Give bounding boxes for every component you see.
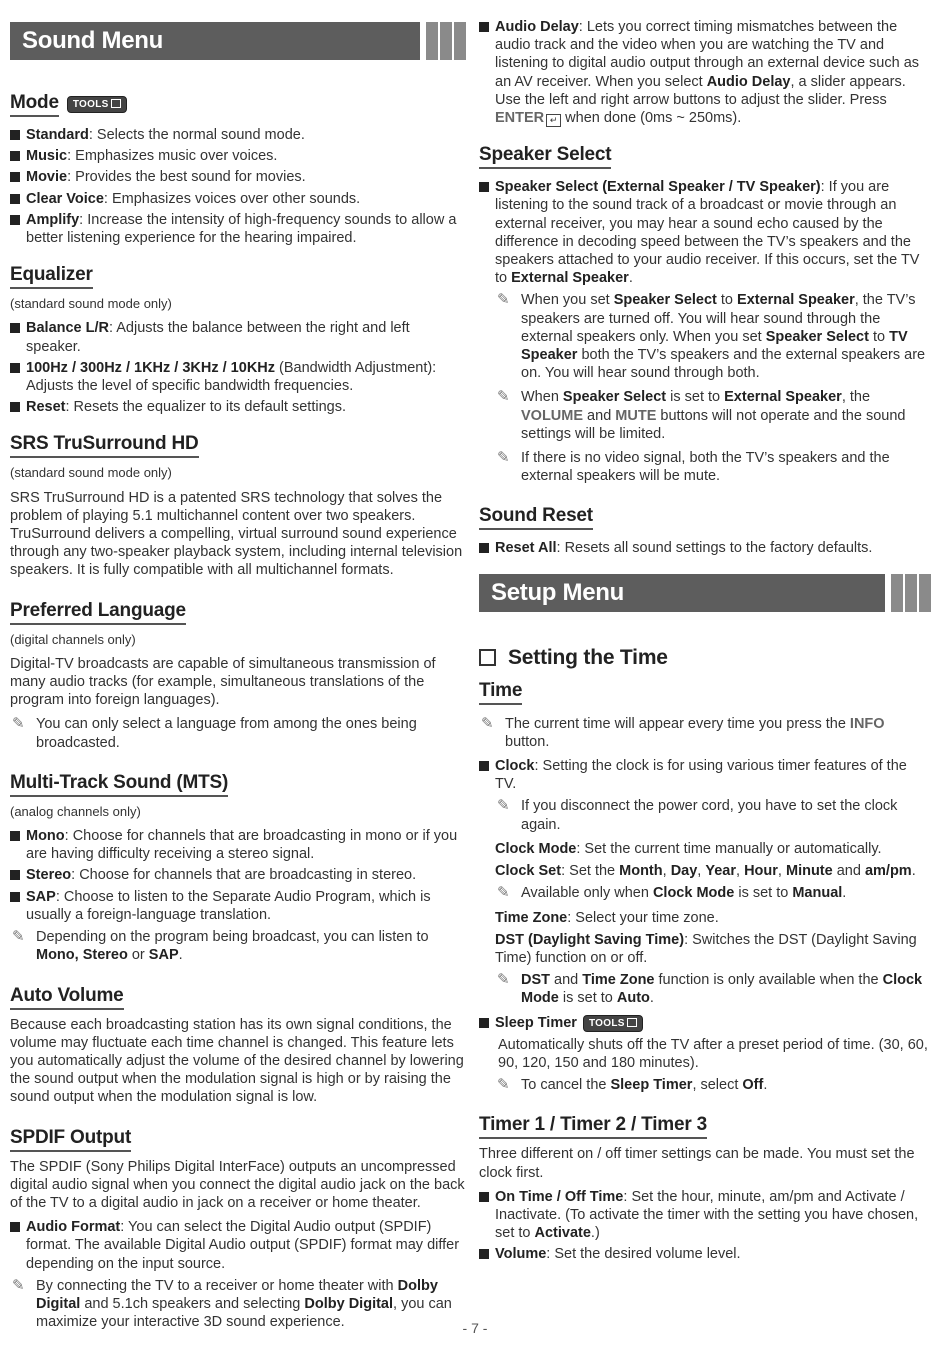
language-note: (digital channels only) xyxy=(10,631,136,647)
speaker-select-heading: Speaker Select xyxy=(479,144,611,169)
dst-text: DST (Daylight Saving Time): Switches the DST (Daylight Saving Time) function on or off. xyxy=(495,931,917,966)
spdif-paragraph: The SPDIF (Sony Philips Digital InterFace) outputs an uncompressed digital audio signal when you connect the digital audio jack on the back of the TV to a digital audio in jack on a receiver or home theater. xyxy=(10,1158,465,1211)
enter-icon: ↵ xyxy=(546,114,561,127)
list-item: Reset: Resets the equalizer to its default settings. xyxy=(10,398,466,416)
list-item: Stereo: Choose for channels that are broadcasting in stereo. xyxy=(10,866,466,884)
list-item: Reset All: Resets all sound settings to the factory defaults. xyxy=(479,539,931,557)
page-number: - 7 - xyxy=(462,1320,488,1336)
note-item: ✎ Available only when Clock Mode is set to Manual. xyxy=(497,884,847,902)
time-zone-text: Time Zone: Select your time zone. xyxy=(495,909,719,926)
mts-heading: Multi-Track Sound (MTS) xyxy=(10,772,228,797)
list-item: Mono: Choose for channels that are broadcasting in mono or if you are having difficulty receiving a stereo signal. xyxy=(10,827,466,863)
pencil-icon: ✎ xyxy=(12,928,25,946)
clock-set-text: Clock Set: Set the Month, Day, Year, Hour, Minute and am/pm. xyxy=(495,863,916,880)
list-item: Clock: Setting the clock is for using various timer features of the TV. xyxy=(479,757,931,793)
pencil-icon: ✎ xyxy=(497,971,510,989)
note-item: ✎ To cancel the Sleep Timer, select Off. xyxy=(497,1076,768,1094)
pencil-icon: ✎ xyxy=(497,291,510,309)
pencil-icon: ✎ xyxy=(497,1076,510,1094)
right-column xyxy=(479,14,931,1267)
setup-menu-banner xyxy=(479,574,931,612)
banner-title: Sound Menu xyxy=(10,22,420,60)
list-item: 100Hz / 300Hz / 1KHz / 3KHz / 10KHz (Bandwidth Adjustment): Adjusts the level of specific bandwidth frequencies. xyxy=(10,359,466,395)
timer-paragraph: Three different on / off timer settings can be made. You must set the clock first. xyxy=(479,1146,915,1181)
pencil-icon: ✎ xyxy=(497,388,510,406)
mts-note: (analog channels only) xyxy=(10,803,141,819)
clock-mode-text: Clock Mode: Set the current time manually or automatically. xyxy=(495,840,882,857)
language-heading: Preferred Language xyxy=(10,600,186,625)
list-item: Clear Voice: Emphasizes voices over other sounds. xyxy=(10,190,466,208)
auto-volume-heading: Auto Volume xyxy=(10,985,124,1010)
note-item: ✎ If you disconnect the power cord, you have to set the clock again. xyxy=(497,797,898,833)
mode-heading: Mode xyxy=(10,92,59,117)
list-item: Audio Format: You can select the Digital Audio output (SPDIF) format. The available Digital Audio output (SPDIF) format may differ depending on the input source. xyxy=(10,1218,466,1273)
list-item: On Time / Off Time: Set the hour, minute, am/pm and Activate / Inactivate. (To activate the timer with the setting you have chosen, set to Activate.) xyxy=(479,1188,931,1243)
srs-paragraph: SRS TruSurround HD is a patented SRS technology that solves the problem of playing 5.1 multichannel content over two speakers. TruSurround delivers a compelling, virtual surround sound experience through any two-speaker playback system, including internal television speakers. It is fully compatible with all multichannel formats. xyxy=(10,489,463,579)
list-item: Music: Emphasizes music over voices. xyxy=(10,147,466,165)
tools-badge: TOOLS xyxy=(583,1015,643,1032)
note-item: ✎ When you set Speaker Select to External Speaker, the TV’s speakers are turned off. You will hear sound through the external speakers only. When you set Speaker Select to TV Speaker both the TV’s speakers and the external speakers are on. You will hear sound through both. xyxy=(497,291,926,382)
equalizer-heading: Equalizer xyxy=(10,264,93,289)
sound-reset-heading: Sound Reset xyxy=(479,505,593,530)
note-item: ✎ Depending on the program being broadcast, you can listen to Mono, Stereo or SAP. xyxy=(12,928,429,964)
pencil-icon: ✎ xyxy=(497,449,510,467)
pencil-icon: ✎ xyxy=(12,1276,25,1294)
auto-volume-paragraph: Because each broadcasting station has its own signal conditions, the volume may fluctuate each time channel is changed. This feature lets you automatically adjust the volume of the desired channel by lowering the sound output when the modulation signal is high or by raising the sound output when the modulation signal is low. xyxy=(10,1016,464,1106)
note-item: ✎ If there is no video signal, both the TV’s speakers and the external speakers will be mute. xyxy=(497,449,890,485)
timer-heading: Timer 1 / Timer 2 / Timer 3 xyxy=(479,1114,707,1139)
pencil-icon: ✎ xyxy=(497,797,510,815)
srs-heading: SRS TruSurround HD xyxy=(10,433,199,458)
left-column xyxy=(10,14,466,1337)
spdif-heading: SPDIF Output xyxy=(10,1127,131,1152)
sound-menu-banner xyxy=(10,22,466,60)
setting-time-heading: Setting the Time xyxy=(479,646,931,670)
list-item: Speaker Select (External Speaker / TV Speaker): If you are listening to the sound track of a broadcast or movie through an external receiver, you may hear a sound echo caused by the difference in decoding speed between the TV’s speakers and the speakers attached to your audio receiver. If this occurs, set the TV to External Speaker. xyxy=(479,178,931,287)
note-item: ✎ The current time will appear every time you press the INFO button. xyxy=(481,714,885,750)
pencil-icon: ✎ xyxy=(12,715,25,733)
list-item: Standard: Selects the normal sound mode. xyxy=(10,126,466,144)
srs-note: (standard sound mode only) xyxy=(10,465,172,481)
note-item: ✎ When Speaker Select is set to External Speaker, the VOLUME and MUTE buttons will not operate and the sound settings will be limited. xyxy=(497,388,906,442)
tools-icon xyxy=(111,99,121,108)
time-heading: Time xyxy=(479,680,522,705)
list-item: Volume: Set the desired volume level. xyxy=(479,1245,931,1263)
tools-icon xyxy=(627,1018,637,1027)
checkbox-icon xyxy=(479,649,496,666)
mode-heading-row xyxy=(10,78,466,123)
list-item: Sleep Timer TOOLS xyxy=(479,1014,931,1032)
sleep-timer-text: Automatically shuts off the TV after a preset period of time. (30, 60, 90, 120, 150 and 180 minutes). xyxy=(498,1036,928,1071)
note-item: ✎ By connecting the TV to a receiver or home theater with Dolby Digital and 5.1ch speakers and selecting Dolby Digital, you can maximize your interactive 3D sound experience. xyxy=(12,1276,452,1331)
note-item: ✎ DST and Time Zone function is only available when the Clock Mode is set to Auto. xyxy=(497,971,923,1007)
list-item: Amplify: Increase the intensity of high-frequency sounds to allow a better listening experience for the hearing impaired. xyxy=(10,211,466,247)
note-item: ✎ You can only select a language from among the ones being broadcasted. xyxy=(12,715,417,751)
list-item: Audio Delay: Lets you correct timing mismatches between the audio track and the video when you are watching the TV and listening to digital audio output through an external device such as an AV receiver. When you select Audio Delay, a slider appears. Use the left and right arrow buttons to adjust the slider. Press ENTER ↵ when done (0ms ~ 250ms). xyxy=(479,18,931,127)
equalizer-note: (standard sound mode only) xyxy=(10,296,172,312)
list-item: Balance L/R: Adjusts the balance between the right and left speaker. xyxy=(10,319,466,355)
banner-title: Setup Menu xyxy=(479,574,885,612)
tools-badge: TOOLS xyxy=(67,96,127,113)
list-item: Movie: Provides the best sound for movies. xyxy=(10,168,466,186)
list-item: SAP: Choose to listen to the Separate Audio Program, which is usually a foreign-language translation. xyxy=(10,888,466,924)
pencil-icon: ✎ xyxy=(481,714,494,732)
pencil-icon: ✎ xyxy=(497,884,510,902)
language-paragraph: Digital-TV broadcasts are capable of simultaneous transmission of many audio tracks (for example, simultaneous translations of the program into foreign languages). xyxy=(10,655,436,709)
